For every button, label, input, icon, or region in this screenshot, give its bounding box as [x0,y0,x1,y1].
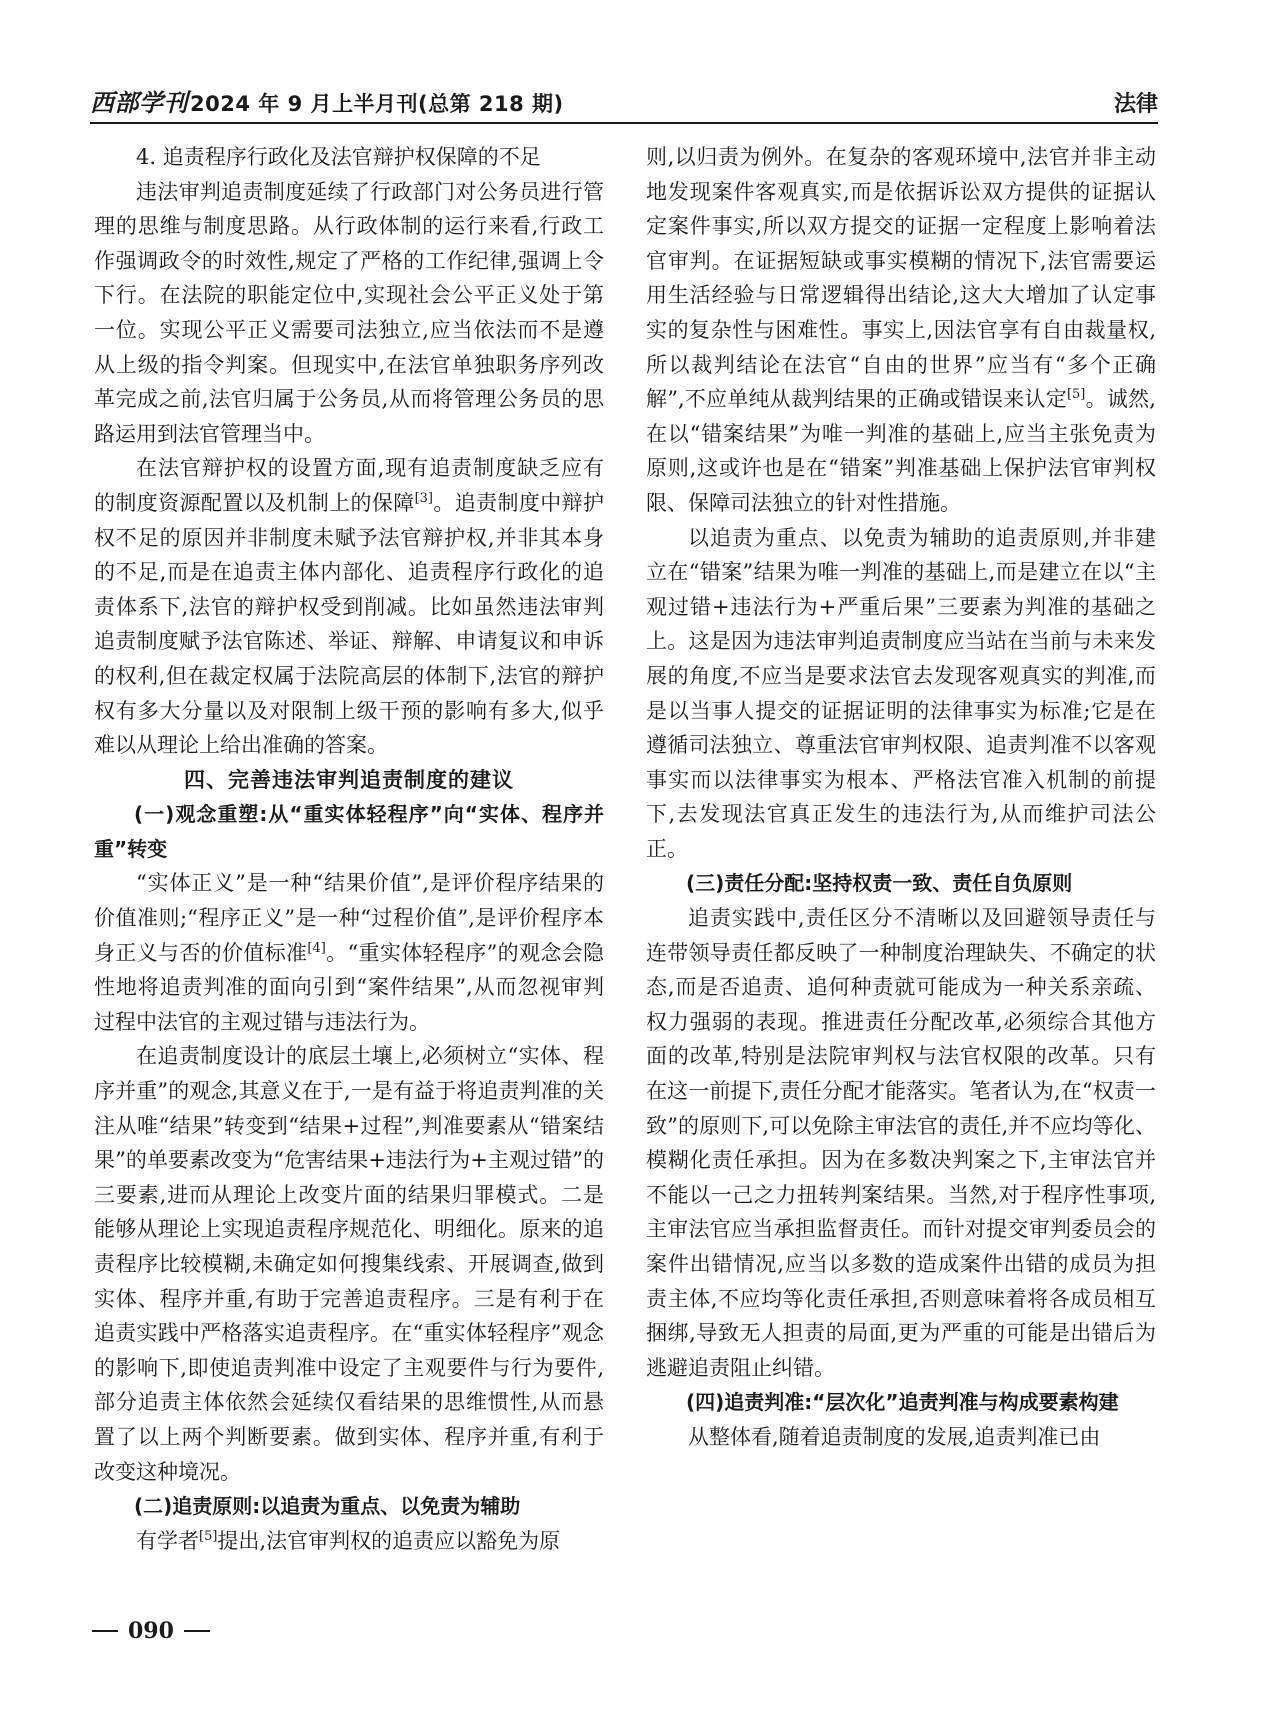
paragraph: 在追责制度设计的底层土壤上,必须树立“实体、程序并重”的观念,其意义在于,一是有益于将追责判准的关注从唯“结果”转变到“结果+过程”,判准要素从“错案结果”的单要素改变为“危害结果+违法行为+主观过错”的三要素,进而从理论上改变片面的结果归罪模式。二是能够从理论上实现追责程序规范化、明细化。原来的追责程序比较模糊,未确定如何搜集线索、开展调查,做到实体、程序并重,有助于完善追责程序。三是有利于在追责实践中严格落实追责程序。在“重实体轻程序”观念的影响下,即使追责判准中设定了主观要件与行为要件,部分追责主体依然会延续仅看结果的思维惯性,从而悬置了以上两个判断要素。做到实体、程序并重,有利于改变这种境况。 [94,1044,604,1484]
section-label: 法律 [1113,92,1158,117]
citation-ref: [4] [307,940,326,956]
subsection-heading-4: 4. 追责程序行政化及法官辩护权保障的不足 [136,145,541,169]
footer-dash-right [184,1630,210,1632]
issue-text: 2024 年 9 月上半月刊(总第 218 期) [190,92,564,116]
subsection-heading: (四)追责判准:“层次化”追责判准与构成要素构建 [686,1390,1119,1415]
paragraph-text: “实体正义”是一种“结果价值”,是评价程序结果的价值准则;“程序正义”是一种“过程价值”,是评价程序本身正义与否的价值标准 [94,871,604,965]
citation-ref: [3] [414,490,434,506]
header-rule [90,122,1158,124]
paragraph: 追责实践中,责任区分不清晰以及回避领导责任与连带领导责任都反映了一种制度治理缺失、不确定的状态,而是否追责、追何种责就可能成为一种关系亲疏、权力强弱的表现。推进责任分配改革,必须综合其他方面的改革,特别是法院审判权与法官权限的改革。只有在这一前提下,责任分配才能落实。笔者认为,在“权责一致”的原则下,可以免除主审法官的责任,并不应均等化、模糊化责任承担。因为在多数决判案之下,主审法官并不能以一己之力扭转判案结果。当然,对于程序性事项,主审法官应当承担监督责任。而针对提交审判委员会的案件出错情况,应当以多数的造成案件出错的成员为担责主体,不应均等化责任承担,否则意味着将各成员相互捆绑,导致无人担责的局面,更为严重的可能是出错后为逃避追责阻止纠错。 [646,906,1156,1380]
paragraph [94,866,604,1039]
page-number: 090 [128,1618,174,1644]
page-header [90,84,1158,118]
subsection-heading: (一)观念重塑:从“重实体轻程序”向“实体、程序并重”转变 [94,802,604,861]
paragraph-text: 。诚然,在以“错案结果”为唯一判准的基础上,应当主张免责为原则,这或许也是在“错案”判准基础上保护法官审判权限、保障司法独立的针对性措施。 [646,387,1156,515]
journal-info [90,83,564,118]
citation-ref: [5] [1066,387,1086,403]
paragraph [94,451,604,762]
citation-ref: [5] [199,1528,218,1544]
paragraph-text: 在法官辩护权的设置方面,现有追责制度缺乏应有的制度资源配置以及机制上的保障 [94,456,604,515]
paragraph-text: 。“重实体轻程序”的观念会隐性地将追责判准的面向引到“案件结果”,从而忽视审判过程中法官的主观过错与违法行为。 [94,940,604,1034]
paragraph-text: 。追责制度中辩护权不足的原因并非制度未赋予法官辩护权,并非其本身的不足,而是在追责主体内部化、追责程序行政化的追责体系下,法官的辩护权受到削减。比如虽然违法审判追责制度赋予法官陈述、举证、辩解、申请复议和申诉的权利,但在裁定权属于法院高层的体制下,法官的辩护权有多大分量以及对限制上级干预的影响有多大,似乎难以从理论上给出准确的答案。 [94,490,604,758]
paragraph: 以追责为重点、以免责为辅助的追责原则,并非建立在“错案”结果为唯一判准的基础上,而是建立在以“主观过错+违法行为+严重后果”三要素为判准的基础之上。这是因为违法审判追责制度应当站在当前与未来发展的角度,不应当是要求法官去发现客观真实的判准,而是以当事人提交的证据证明的法律事实为标准;它是在遵循司法独立、尊重法官审判权限、追责判准不以客观事实而以法律事实为根本、严格法官准入机制的前提下,去发现法官真正发生的违法行为,从而维护司法公正。 [646,525,1156,861]
paragraph-text: 有学者 [136,1528,199,1553]
paragraph [94,1524,604,1559]
paragraph [646,140,1156,521]
paragraph: 从整体看,随着追责制度的发展,追责判准已由 [688,1424,1101,1449]
subsection-heading: (二)追责原则:以追责为重点、以免责为辅助 [134,1494,521,1519]
paragraph: 违法审判追责制度延续了行政部门对公务员进行管理的思维与制度思路。从行政体制的运行来看,行政工作强调政令的时效性,规定了严格的工作纪律,强调上令下行。在法院的职能定位中,实现社会公平正义处于第一位。实现公平正义需要司法独立,应当依法而不是遵从上级的指令判案。但现实中,在法官单独职务序列改革完成之前,法官归属于公务员,从而将管理公务员的思路运用到法官管理当中。 [94,179,604,446]
left-column [94,140,604,1558]
section-heading: 四、完善违法审判追责制度的建议 [184,767,514,792]
paragraph-text: 提出,法官审判权的追责应以豁免为原 [217,1528,561,1553]
paragraph-text: 则,以归责为例外。在复杂的客观环境中,法官并非主动地发现案件客观真实,而是依据诉讼双方提供的证据认定案件事实,所以双方提交的证据一定程度上影响着法官审判。在证据短缺或事实模糊的情况下,法官需要运用生活经验与日常逻辑得出结论,这大大增加了认定事实的复杂性与困难性。事实上,因法官享有自由裁量权,所以裁判结论在法官“自由的世界”应当有“多个正确解”,不应单纯从裁判结果的正确或错误来认定 [646,145,1156,412]
footer-dash-left [92,1630,118,1632]
right-column [646,140,1156,1455]
journal-logo: 西部学刊 [90,88,188,117]
subsection-heading: (三)责任分配:坚持权责一致、责任自负原则 [686,871,1073,896]
page-footer [92,1618,210,1644]
